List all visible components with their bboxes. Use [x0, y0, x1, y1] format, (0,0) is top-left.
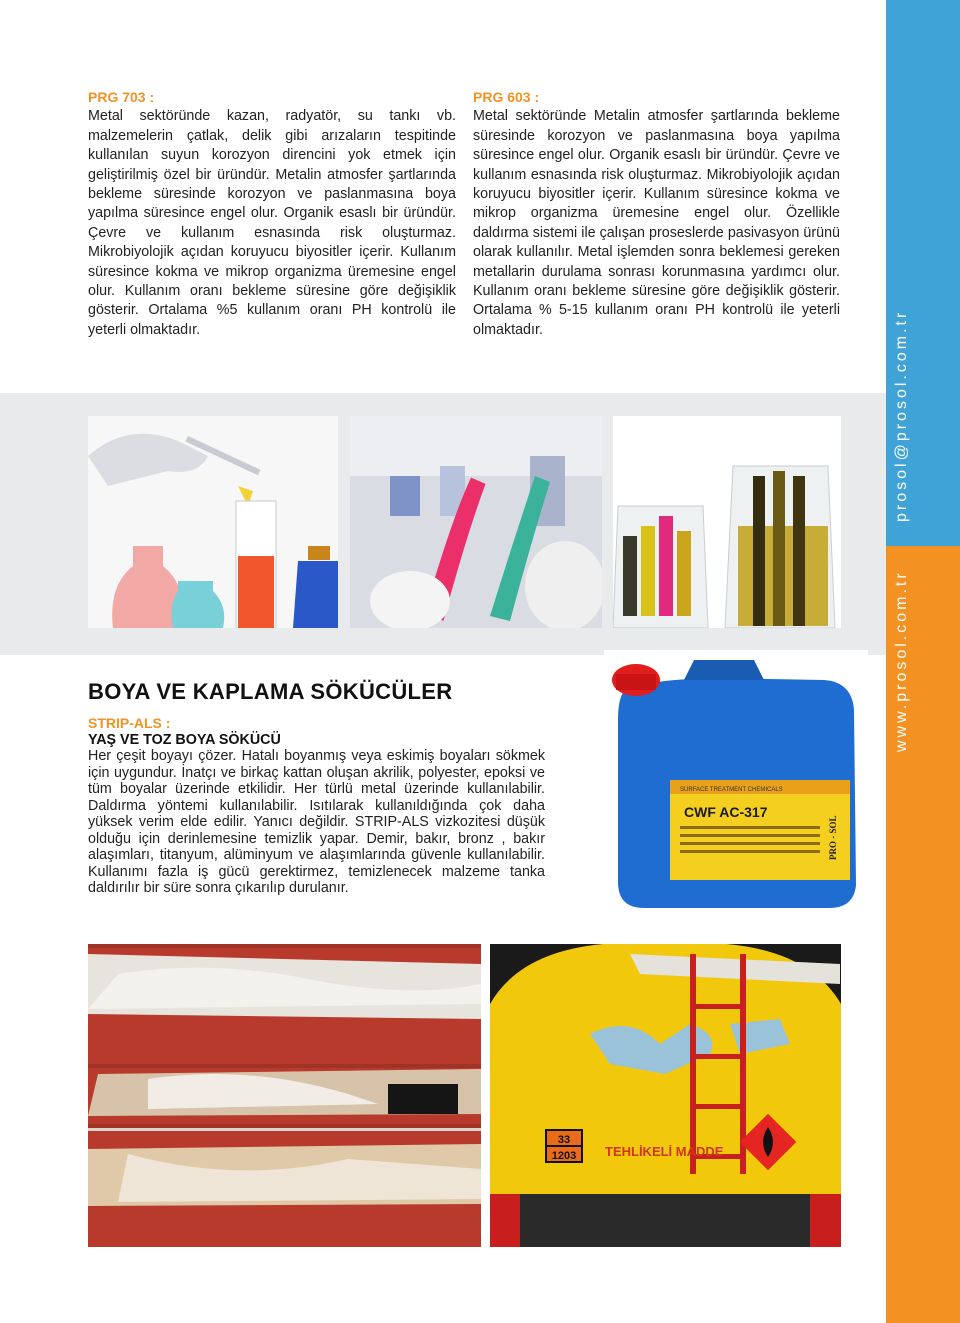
- sidebar-website[interactable]: www.prosol.com.tr: [893, 570, 910, 752]
- prg703-body: Metal sektöründe kazan, radyatör, su tankı vb. malzemelerin çatlak, delik gibi arızaların tespitinde kullanılan suyun korozyon direncini yok etmek için geliştirilmiş özel bir üründür. Metalin atmosfer şartlarında bekleme süresinde korozyon ve paslanmasına boya yapılma süresince engel olur. Organik esaslı bir üründür. Çevre ve kullanım esnasında risk oluşturmaz. Mikrobiyolojik açıdan koruyucu biyositler içerir. Kullanım süresince kokma ve mikrop organizma üremesine engel olur. Kullanım oranı bekleme süresine göre değişiklik gösterir. Ortalama %5 kullanım oranı PH kontrolü ile yeterli olmaktadır.: [88, 108, 456, 338]
- strip-als-section: [88, 715, 545, 897]
- prg603-title: PRG 603 :: [473, 89, 540, 105]
- tanker-warning-text: TEHLİKELİ MADDE: [605, 1144, 724, 1159]
- strip-als-title: STRIP-ALS :: [88, 715, 171, 731]
- photo-test-tubes: [350, 416, 602, 628]
- photo-chemical-canister: [604, 650, 868, 912]
- prg703-title: PRG 703 :: [88, 89, 155, 105]
- photo-beakers: [613, 416, 841, 628]
- photo-paint-stripping: [88, 944, 481, 1247]
- canister-label-sub: SURFACE TREATMENT CHEMICALS: [680, 787, 783, 793]
- hazard-code-top: 33: [557, 1134, 571, 1146]
- strip-als-body: Her çeşit boyayı çözer. Hatalı boyanmış veya eskimiş boyaları sökmek için uygundur. İnatçı ve birkaç kattan oluşan akrilik, polyester, epoksi ve tüm boyalar üzerinde etkilidir. Her türlü metal üzerinde kullanılabilir. Daldırma yöntemi kullanılabilir. Isıtılarak kullanıldığında çok daha yüksek verim elde edilir. Yanıcı değildir. STRIP-ALS vizkozitesi düşük olduğu için derinlemesine temizlik yapar. Demir, bakır, bronz , bakır alaşımları, titanyum, alüminyum ve alaşımlarında güvenle kullanılabilir. Kullanımı fazla iş gücü gerektirmez, temizlenecek malzeme tanka daldırılır bir süre sonra çıkarılıp durulanır.: [88, 748, 545, 896]
- photo-tanker-truck: [490, 944, 841, 1247]
- prg603-body: Metal sektöründe Metalin atmosfer şartlarında bekleme süresinde korozyon ve paslanmasına boya yapılma süresince engel olur. Organik esaslı bir üründür. Çevre ve kullanım esnasında risk oluşturmaz. Mikrobiyolojik açıdan koruyucu biyositler içerir. Kullanım süresince kokma ve mikrop organizma üremesine engel olur. Özellikle daldırma sistemi ile çalışan proseslerde pasivasyon ürünü olarak kullanılır. Metal işlemden sonra beklemesi gereken metallarin durulama sonrası korunmasına yardımcı olur. Kullanım oranı bekleme süresine göre değişiklik gösterir. Ortalama % 5-15 kullanım oranı PH kontrolü ile yeterli olmaktadır.: [473, 108, 840, 338]
- hazard-code-bottom: 1203: [551, 1150, 577, 1162]
- sidebar-email[interactable]: prosol@prosol.com.tr: [893, 309, 910, 522]
- photo-pipette-flasks: [88, 416, 338, 628]
- canister-brand: PRO - SOL: [828, 815, 838, 860]
- prg703-section: [88, 88, 456, 340]
- strip-als-subtitle: YAŞ VE TOZ BOYA SÖKÜCÜ: [88, 731, 281, 748]
- section-title: BOYA VE KAPLAMA SÖKÜCÜLER: [88, 679, 453, 704]
- prg603-section: [473, 88, 840, 340]
- canister-label-title: CWF AC-317: [684, 804, 768, 820]
